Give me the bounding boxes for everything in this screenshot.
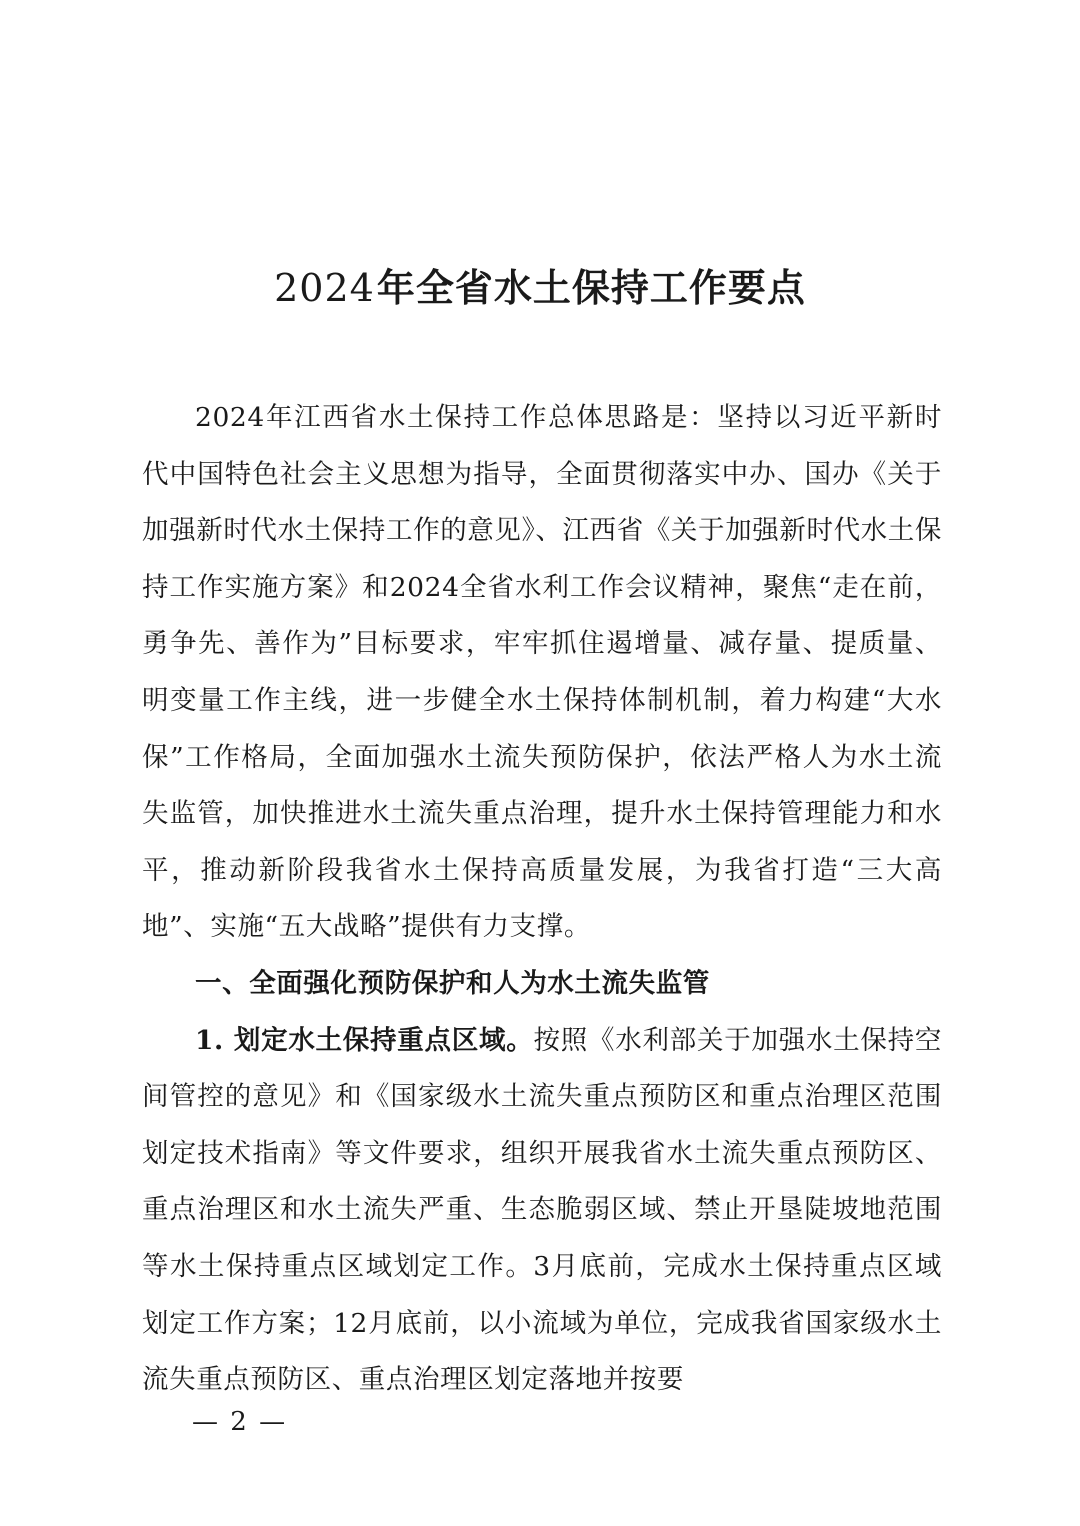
item-1-paragraph <box>142 1013 942 1409</box>
title-text: 年全省水土保持工作要点 <box>376 265 806 310</box>
document-title <box>0 258 1080 318</box>
page-number: — 2 — <box>192 1407 288 1437</box>
section-heading-1: 一、全面强化预防保护和人为水土流失监管 <box>195 967 710 999</box>
item-1-lead: 1. 划定水土保持重点区域。 <box>195 1024 534 1056</box>
intro-paragraph: 2024年江西省水土保持工作总体思路是：坚持以习近平新时代中国特色社会主义思想为指导，全面贯彻落实中办、国办《关于加强新时代水土保持工作的意见》、江西省《关于加强新时代水土保持工作实施方案》和2024全省水利工作会议精神，聚焦“走在前，勇争先、善作为”目标要求，牢牢抓住遏增量、减存量、提质量、明变量工作主线，进一步健全水土保持体制机制，着力构建“大水保”工作格局，全面加强水土流失预防保护，依法严格人为水土流失监管，加快推进水土流失重点治理，提升水土保持管理能力和水平，推动新阶段我省水土保持高质量发展，为我省打造“三大高地”、实施“五大战略”提供有力支撑。 <box>142 402 942 943</box>
title-year: 2024 <box>274 266 375 310</box>
document-body <box>142 390 942 1409</box>
item-1-text: 按照《水利部关于加强水土保持空间管控的意见》和《国家级水土流失重点预防区和重点治理区范围划定技术指南》等文件要求，组织开展我省水土流失重点预防区、重点治理区和水土流失严重、生态脆弱区域、禁止开垦陡坡地范围等水土保持重点区域划定工作。3月底前，完成水土保持重点区域划定工作方案；12月底前，以小流域为单位，完成我省国家级水土流失重点预防区、重点治理区划定落地并按要 <box>142 1024 942 1396</box>
